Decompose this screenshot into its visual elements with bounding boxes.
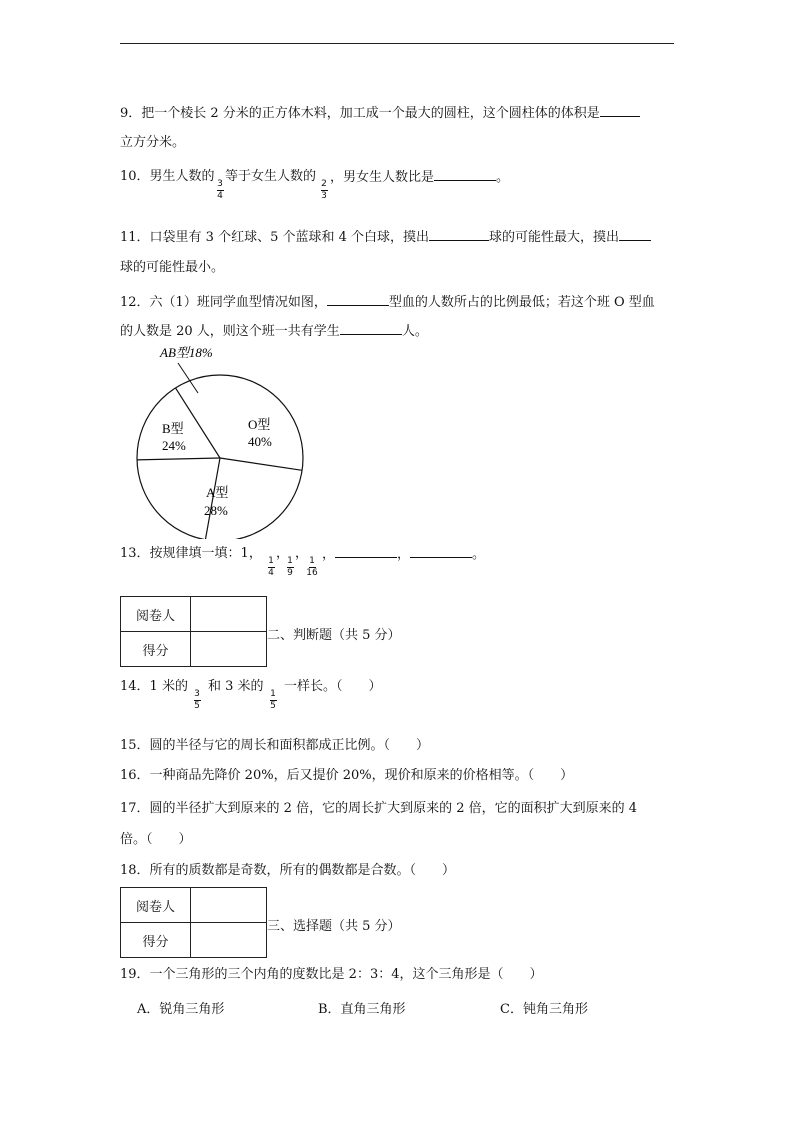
separator: ，	[295, 546, 309, 561]
header-rule	[120, 43, 674, 44]
question-19: 19．一个三角形的三个内角的度数比是 2：3：4，这个三角形是（ ）	[120, 967, 543, 982]
fraction-2-3: 2 3	[321, 179, 327, 201]
fraction-3-4: 3 4	[217, 179, 223, 201]
pie-label-o-pct: 40%	[248, 434, 272, 449]
question-17: 17．圆的半径扩大到原来的 2 倍，它的周长扩大到原来的 2 倍，它的面积扩大到原来的 4	[120, 801, 638, 816]
separator: ，	[276, 546, 290, 561]
question-15: 15．圆的半径与它的周长和面积都成正比例。（ ）	[120, 738, 430, 753]
fraction-3-5: 3 5	[194, 689, 200, 711]
score-label: 得分	[121, 923, 191, 958]
question-9-text: 9．把一个棱长 2 分米的正方体木料，加工成一个最大的圆柱，这个圆柱体的体积是	[120, 106, 600, 121]
question-17-cont: 倍。（ ）	[120, 832, 192, 847]
question-11: 11．口袋里有 3 个红球、5 个蓝球和 4 个白球，摸出 球的可能性最大，摸出	[120, 228, 651, 247]
pie-label-b-pct: 24%	[162, 438, 186, 453]
question-10	[120, 168, 215, 186]
score-table	[120, 887, 267, 958]
pie-label-a-name: A型	[206, 485, 229, 500]
score-cell[interactable]	[191, 632, 267, 667]
reviewer-label: 阅卷人	[121, 597, 191, 632]
reviewer-cell[interactable]	[191, 597, 267, 632]
question-18: 18．所有的质数都是奇数，所有的偶数都是合数。（ ）	[120, 863, 456, 878]
pie-label-b-name: B型	[162, 421, 184, 436]
question-10-tail: ，男女生人数比是 。	[330, 170, 510, 185]
answer-blank[interactable]	[340, 322, 402, 335]
question-11-cont: 球的可能性最小。	[120, 260, 225, 275]
pie-label-o-name: O型	[248, 417, 271, 432]
question-10-text2: 等于女生人数的	[225, 169, 317, 184]
score-cell[interactable]	[191, 923, 267, 958]
pie-label-a-pct: 28%	[204, 503, 228, 518]
reviewer-label: 阅卷人	[121, 888, 191, 923]
answer-blank[interactable]	[434, 168, 496, 181]
question-9	[120, 104, 640, 123]
question-16: 16．一种商品先降价 20%，后又提价 20%，现价和原来的价格相等。（ ）	[120, 768, 574, 783]
question-13-tail: ， ， 。	[322, 547, 486, 562]
pie-label-ab: AB型18%	[160, 345, 213, 360]
score-table	[120, 596, 267, 667]
question-12: 12．六（1）班同学血型情况如图， 型血的人数所占的比例最低；若这个班 O 型血	[120, 295, 655, 310]
question-12-cont: 的人数是 20 人，则这个班一共有学生 人。	[120, 324, 428, 339]
answer-blank[interactable]	[600, 104, 640, 117]
option-c[interactable]: C．钝角三角形	[500, 1002, 588, 1017]
question-14-tail: 一样长。（ ）	[284, 679, 382, 694]
section-2-title: 二、判断题（共 5 分）	[267, 628, 401, 643]
option-b[interactable]: B．直角三角形	[318, 1002, 406, 1017]
question-10-text1: 10．男生人数的	[120, 169, 215, 184]
score-label: 得分	[121, 632, 191, 667]
answer-blank[interactable]	[429, 228, 489, 241]
question-13: 13．按规律填一填：1，	[120, 546, 262, 561]
question-14: 14．1 米的	[120, 679, 188, 694]
fraction-1-5: 1 5	[270, 689, 276, 711]
fraction-1-9: 1 9	[287, 556, 293, 578]
answer-blank[interactable]	[619, 228, 651, 241]
question-14-text2: 和 3 米的	[208, 679, 264, 694]
fraction-1-4: 1 4	[268, 556, 274, 578]
reviewer-cell[interactable]	[191, 888, 267, 923]
question-9-cont: 立方分米。	[120, 135, 186, 150]
section-3-title: 三、选择题（共 5 分）	[267, 919, 401, 934]
option-a[interactable]: A．锐角三角形	[137, 1002, 225, 1017]
answer-blank[interactable]	[335, 545, 397, 558]
answer-blank[interactable]	[327, 293, 389, 306]
blood-type-pie-chart	[130, 343, 310, 539]
fraction-1-16: 1 16	[306, 556, 318, 578]
answer-blank[interactable]	[410, 545, 472, 558]
